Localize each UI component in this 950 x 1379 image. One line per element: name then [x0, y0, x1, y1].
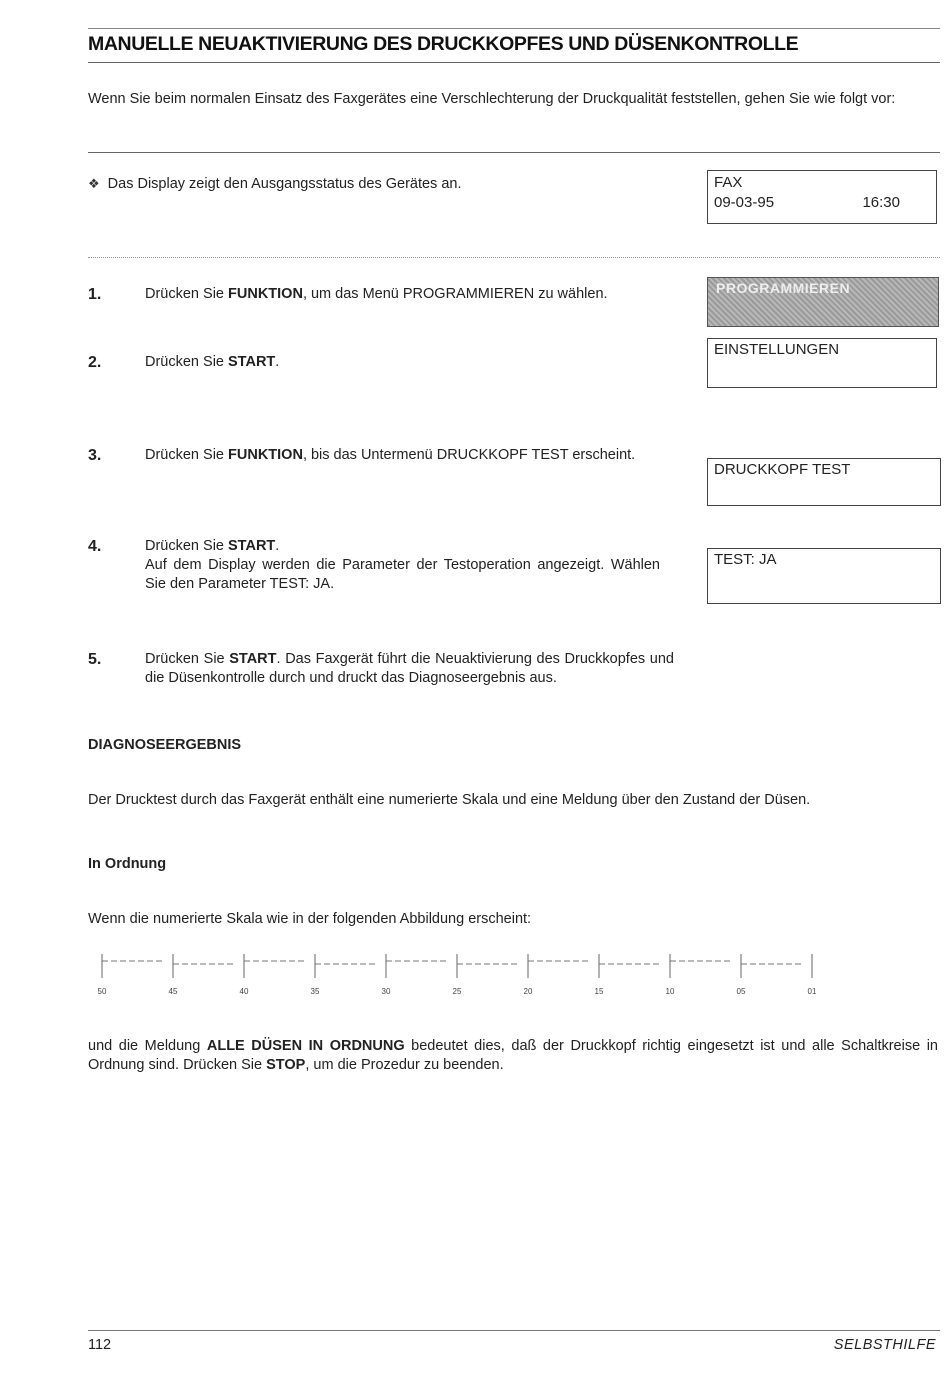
display-text: DRUCKKOPF TEST	[714, 461, 851, 478]
step-number: 4.	[88, 538, 102, 555]
scale-label: 40	[239, 987, 249, 996]
divider	[88, 152, 940, 153]
diagnose-heading: DIAGNOSEERGEBNIS	[88, 737, 242, 753]
bullet-text: Das Display zeigt den Ausgangsstatus des Gerätes an.	[107, 176, 462, 192]
diagnose-paragraph: Der Drucktest durch das Faxgerät enthält eine numerierte Skala und eine Meldung über den Zustand der Düsen.	[88, 792, 811, 808]
nozzle-test-scale	[96, 950, 826, 1000]
dotted-divider	[88, 257, 940, 258]
scale-label: 25	[452, 987, 462, 996]
page-title: MANUELLE NEUAKTIVIERUNG DES DRUCKKOPFES UND DÜSENKONTROLLE	[88, 33, 799, 55]
ok-paragraph: Wenn die numerierte Skala wie in der folgenden Abbildung erscheint:	[88, 911, 532, 927]
step-number: 3.	[88, 447, 102, 464]
title-underline	[88, 62, 940, 63]
step-text: Drücken Sie START. Auf dem Display werden die Parameter der Testoperation angezeigt. Wählen Sie den Parameter TEST: JA.	[145, 538, 660, 592]
display-fax-status	[707, 170, 937, 224]
display-text: TEST: JA	[714, 551, 777, 568]
scale-label: 20	[523, 987, 533, 996]
scale-label: 50	[97, 987, 107, 996]
diamond-bullet-icon: ❖	[88, 176, 100, 191]
top-rule	[88, 28, 940, 29]
scale-label: 01	[807, 987, 817, 996]
display-einstellungen	[707, 338, 937, 388]
scale-label: 05	[736, 987, 746, 996]
scale-label: 30	[381, 987, 391, 996]
display-text: PROGRAMMIEREN	[716, 280, 851, 296]
step-text: Drücken Sie START. Das Faxgerät führt die Neuaktivierung des Druckkopfes und die Düsenkontrolle durch und druckt das Diagnoseergebnis aus.	[145, 651, 674, 686]
display-programmieren	[707, 277, 939, 327]
scale-label: 15	[594, 987, 604, 996]
display-druckkopf-test	[707, 458, 941, 506]
footer-section: SELBSTHILFE	[833, 1337, 936, 1353]
display-test-ja	[707, 548, 941, 604]
display-text: EINSTELLUNGEN	[714, 341, 840, 358]
scale-baseline	[102, 961, 802, 964]
step-number: 2.	[88, 354, 102, 371]
scale-label: 10	[665, 987, 675, 996]
step-text: Drücken Sie FUNKTION, um das Menü PROGRAMMIEREN zu wählen.	[145, 286, 608, 302]
bullet-item	[88, 176, 462, 192]
final-paragraph: und die Meldung ALLE DÜSEN IN ORDNUNG bedeutet dies, daß der Druckkopf richtig eingesetzt ist und alle Schaltkreise in Ordnung sind. Drücken Sie STOP, um die Prozedur zu beenden.	[88, 1038, 939, 1073]
step-number: 5.	[88, 651, 102, 668]
step-text: Drücken Sie START.	[145, 354, 280, 370]
intro-paragraph: Wenn Sie beim normalen Einsatz des Faxgerätes eine Verschlechterung der Druckqualität feststellen, gehen Sie wie folgt vor:	[88, 91, 896, 107]
display-line-datetime	[714, 192, 930, 214]
display-time: 16:30	[862, 194, 900, 211]
scale-label: 35	[310, 987, 320, 996]
ok-heading: In Ordnung	[88, 856, 167, 872]
page-number: 112	[88, 1337, 112, 1353]
step-number: 1.	[88, 286, 102, 303]
scale-label: 45	[168, 987, 178, 996]
display-line-fax: FAX	[714, 174, 743, 191]
footer-rule	[88, 1330, 940, 1331]
step-text: Drücken Sie FUNKTION, bis das Untermenü DRUCKKOPF TEST erscheint.	[145, 447, 636, 463]
display-date: 09-03-95	[714, 194, 775, 211]
